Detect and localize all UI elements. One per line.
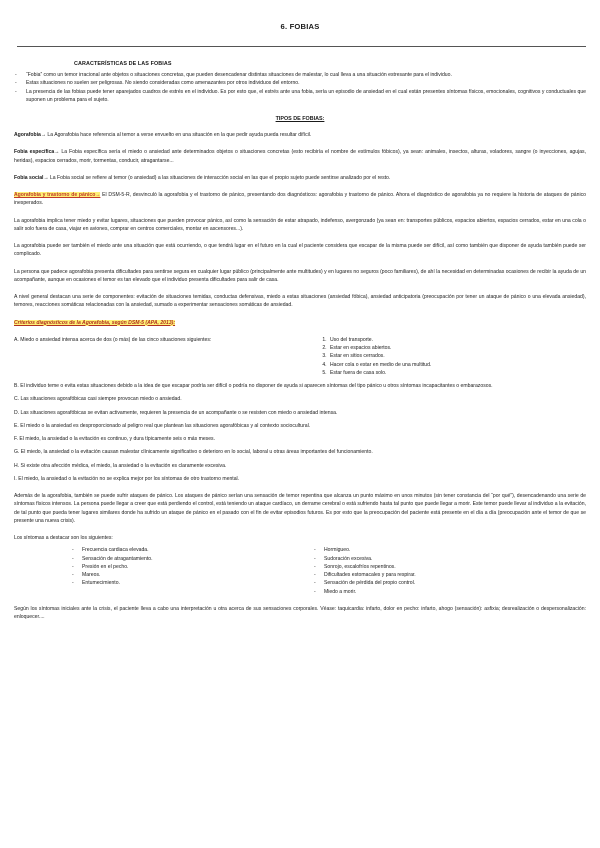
characteristics-heading: CARACTERÍSTICAS DE LAS FOBIAS — [74, 61, 172, 67]
page-title: 6. FOBIAS — [280, 22, 320, 31]
criteria-heading: Criterios diagnósticos de la Agorafobia, según DSM-5 (APA, 2013): — [14, 319, 176, 326]
situations-list — [314, 336, 431, 377]
list-item: - Dificultades estomacales y para respirar. — [314, 571, 416, 579]
list-item: - “Fobia” como un temor irracional ante objetos o situaciones concretas, que pueden desencadenar distintas situaciones de malestar, lo cual lleva a una situación estresante para el individuo. — [14, 71, 586, 79]
list-item: - Sensación de atragantamiento. — [72, 555, 314, 563]
criterion-b: B. El individuo teme o evita estas situaciones debido a la idea de que escapar podría ser difícil o podría no disponer de ayuda si aparecen síntomas del tipo pánico u otros síntomas incapacitantes o embarazosos. — [14, 383, 493, 389]
panico-label: Agorafobia y trastorno de pánico→ — [14, 192, 101, 198]
list-item: 5. Estar fuera de casa solo. — [328, 369, 431, 377]
title-divider — [17, 46, 586, 47]
list-item: - Sonrojo, escalofríos repentinos. — [314, 563, 416, 571]
symptoms-left-list — [72, 546, 314, 596]
criterion-a-text: A. Miedo o ansiedad intensa acerca de dos (o más) de las cinco situaciones siguientes: — [14, 336, 212, 343]
criterion-h: H. Si existe otra afección médica, el miedo, la ansiedad o la evitación es claramente excesiva. — [14, 462, 227, 469]
especifica-paragraph — [14, 148, 586, 165]
symptoms-right-list — [314, 546, 416, 596]
criterion-e: E. El miedo o la ansiedad es desproporcionado al peligro real que plantean las situaciones agorafóbicas y al contexto sociocultural. — [14, 422, 311, 429]
list-item: - La presencia de las fobias puede tener aparejados cuadros de estrés en el individuo. Es por esto que, el estrés ante una fobia, sería un episodio de ansiedad en el cual están presentes síntomas físicos, emocionales, cognitivos y conductuales que suponen un problema para el sujeto. — [14, 88, 586, 105]
body-paragraph: A nivel general destacan una serie de componentes: evitación de situaciones temidas, conductas defensivas, miedo a estas situaciones (ansiedad fóbica), ansiedad anticipatoria (preocupación por tener un ataque de pánico o una elevada ansiedad), temores, reacciones somáticas relacionadas con la ansiedad, sumado a experimentar sensaciones somáticas de ansiedad. — [14, 294, 586, 309]
panic-paragraph: Además de la agorafobia, también se puede sufrir ataques de pánico. Los ataques de pánico serían una sensación de temor repentina que alcanza un punto máximo en unos minutos (sin tener constancia del “por qué”), desencadenando una serie de síntomas físicos intensos. La persona puede llegar a creer que está perdiendo el control, está teniendo un ataque cardíaco, un derrame cerebral o está sufriendo hasta tal punto que puede llegar a morir. Este temor puede llevar al individuo a la evitación, de tal punto que pueda tener lugares similares donde ha sufrido un ataque de pánico en el pasado con el fin de evitar episodios futuros. Es por esto que la preocupación del paciente está presente en el día a día (preocupación ante el temor de que se presente una nueva crisis). — [14, 493, 586, 524]
criterion-d: D. Las situaciones agorafóbicas se evitan activamente, requieren la presencia de un acompañante o se resisten con miedo o ansiedad intensa. — [14, 409, 338, 416]
characteristics-list — [14, 71, 586, 104]
symptoms-lists — [14, 546, 586, 596]
agorafobia-label: Agorafobia→ — [14, 132, 46, 138]
list-item: 2. Estar en espacios abiertos. — [328, 344, 431, 352]
list-item: - Presión en el pecho. — [72, 563, 314, 571]
list-item: - Entumecimiento. — [72, 579, 314, 587]
criterion-i: I. El miedo, la ansiedad o la evitación no se explica mejor por los síntomas de otro trastorno mental. — [14, 475, 240, 482]
criterion-a — [14, 336, 586, 377]
list-item: - Mareos. — [72, 571, 314, 579]
especifica-label: Fobia específica→ — [14, 149, 60, 156]
list-item: 4. Hacer cola o estar en medio de una multitud. — [328, 361, 431, 369]
social-text: La Fobia social se refiere al temor (o ansiedad) a las situaciones de interacción social en las que el propio sujeto puede sentirse analizado por el resto. — [48, 174, 391, 181]
criterion-f: F. El miedo, la ansiedad o la evitación es continuo, y dura típicamente seis o más meses. — [14, 436, 216, 442]
especifica-text: La Fobia específica sería el miedo o ansiedad ante determinados objetos o situaciones concretas (esto recibiría el nombre de estímulos fóbicos), ya sean: animales, insectos, alturas, voladores, sangre (o inyecciones, agujas, heridas), espacios cerrados, morir, tormentas, conducir, atragantarse... — [14, 149, 586, 164]
criterion-g: G. El miedo, la ansiedad o la evitación causan malestar clínicamente significativo o deterioro en lo social, laboral u otras áreas importantes del funcionamiento. — [14, 449, 373, 456]
types-heading: TIPOS DE FOBIAS: — [275, 116, 325, 122]
list-item: - Miedo a morir. — [314, 588, 416, 596]
list-item: 3. Estar en sitios cerrados. — [328, 352, 431, 360]
list-item: - Estas situaciones no suelen ser peligrosas. No siendo consideradas como amenazantes por otros individuos del entorno. — [14, 79, 586, 87]
social-label: Fobia social→ — [14, 174, 49, 181]
panico-text: El DSM-5-R, desvinculó la agorafobia y el trastorno de pánico, presentando dos diagnósticos: agorafobia y trastorno de pánico. Ahora el diagnóstico de agorafobia ya no requiere la historia de ataques de pánico inesperados. — [14, 192, 586, 207]
body-paragraph: La agorafobia implica tener miedo y evitar lugares, situaciones que pueden provocar pánico, así como la sensación de estar atrapado, indefenso, avergonzado (ya sean en: transportes públicos, espacios abiertos, espacios cerrados, estar en una cola o salir solo fuera de casa, viajar en aviones, comprar en centros comerciales, montar en ascensores...). — [14, 217, 586, 232]
criterion-c: C. Las situaciones agorafóbicas casi siempre provocan miedo o ansiedad. — [14, 396, 182, 403]
body-paragraph: La agorafobia puede ser también el miedo ante una situación que está ocurriendo, o que tendrá lugar en el futuro en la cual el paciente considera que escapar de la misma puede ser difícil, así como también que disponer de ayuda también puede ser complicado. — [14, 243, 586, 258]
list-item: 1. Uso del transporte. — [328, 336, 431, 344]
symptoms-intro: Los síntomas a destacar son los siguientes: — [14, 535, 113, 541]
social-paragraph — [14, 174, 586, 182]
list-item: - Sensación de pérdida del propio control. — [314, 579, 416, 587]
list-item: - Frecuencia cardiaca elevada. — [72, 546, 314, 554]
list-item: - Sudoración excesiva. — [314, 555, 416, 563]
agorafobia-text: La Agorafobia hace referencia al temor a verse envuelto en una situación en la que pedir ayuda pueda resultar difícil. — [45, 132, 312, 138]
agorafobia-paragraph — [14, 131, 586, 139]
panico-paragraph — [14, 191, 586, 208]
body-paragraph: La persona que padece agorafobia presenta dificultades para sentirse segura en cualquier lugar público (principalmente ante multitudes) y en lugares no seguros (poco familiares), de ahí la necesidad en determinadas ocasiones de recibir la ayuda de un acompañante, aunque en ocasiones el temor es tan elevado que el individuo presenta dificultades para salir de casa. — [14, 268, 586, 283]
criteria-heading-line — [14, 319, 586, 327]
list-item: - Hormigueo. — [314, 546, 416, 554]
closing-paragraph: Según los síntomas iniciales ante la crisis, el paciente lleva a cabo una interpretación u otra acerca de sus sensaciones corporales. Véase: taquicardia: infarto, dolor en pecho: infarto, ahogo (sensación): asfixia; desrealización o despersonalización: enloquecer.... — [14, 605, 586, 620]
